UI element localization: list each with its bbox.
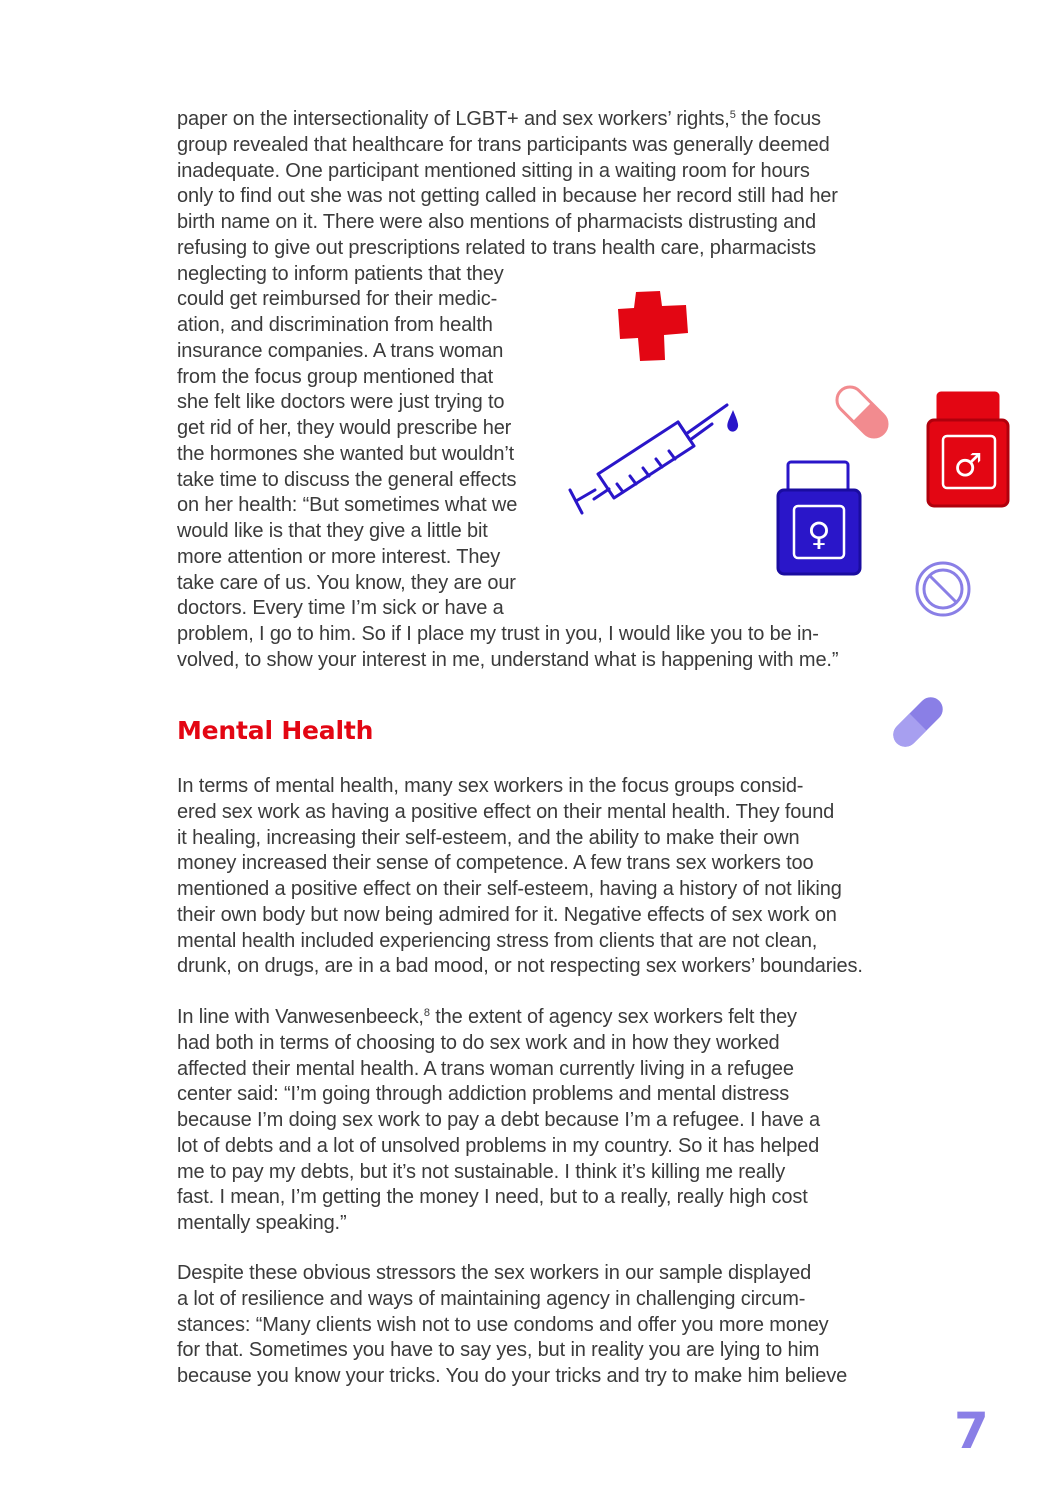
- text-line: doctors. Every time I’m sick or have a: [177, 597, 504, 620]
- text-line: paper on the intersectionality of LGBT+ and sex workers’ rights,$^5$ the focus: [177, 108, 821, 130]
- text-line: fast. I mean, I’m getting the money I need, but to a really, really high cost: [177, 1186, 808, 1209]
- text-line: a lot of resilience and ways of maintaining agency in challenging circum-: [177, 1287, 806, 1310]
- text-line: money increased their sense of competence. A few trans sex workers too: [177, 852, 814, 875]
- capsule-icon: [888, 692, 947, 751]
- text-line: on her health: “But sometimes what we: [177, 494, 518, 517]
- text-line: insurance companies. A trans woman: [177, 339, 504, 362]
- male-symbol: ♂: [953, 446, 983, 484]
- text-line: neglecting to inform patients that they: [177, 262, 504, 285]
- text-line: could get reimbursed for their medic-: [177, 288, 498, 311]
- text-line: mentioned a positive effect on their self-esteem, having a history of not liking: [177, 878, 842, 900]
- medical-cross-icon: [618, 291, 688, 361]
- text-line: mental health included experiencing stress from clients that are not clean,: [177, 929, 818, 952]
- text-line: ation, and discrimination from health: [177, 314, 493, 336]
- footnote-ref: 8: [423, 1007, 430, 1019]
- section-heading: Mental Health: [177, 716, 374, 745]
- drop-icon: [727, 410, 738, 432]
- female-symbol: ♀: [807, 515, 831, 553]
- text-line: it healing, increasing their self-esteem, and the ability to make their own: [177, 826, 800, 849]
- capsule-icon: [832, 382, 893, 443]
- female-hormone-bottle-icon: [778, 462, 860, 574]
- text-line: drunk, on drugs, are in a bad mood, or not respecting sex workers’ boundaries.: [177, 955, 863, 978]
- text-line: ered sex work as having a positive effect on their mental health. They found: [177, 800, 835, 823]
- text-line: take care of us. You know, they are our: [177, 571, 516, 594]
- text-line: from the focus group mentioned that: [177, 365, 494, 388]
- text-line: more attention or more interest. They: [177, 545, 501, 568]
- text-line: center said: “I’m going through addiction problems and mental distress: [177, 1083, 790, 1106]
- text-line: problem, I go to him. So if I place my trust in you, I would like you to be in-: [177, 623, 819, 645]
- text-line: Despite these obvious stressors the sex workers in our sample displayed: [177, 1262, 812, 1284]
- syringe-icon: [570, 405, 727, 513]
- text-line: mentally speaking.”: [177, 1212, 347, 1234]
- text-line: In line with Vanwesenbeeck,$^8$ the extent of agency sex workers felt they: [177, 1006, 797, 1028]
- text-line: affected their mental health. A trans woman currently living in a refugee: [177, 1057, 794, 1080]
- text-line: she felt like doctors were just trying to: [177, 391, 505, 414]
- page-number: 7: [954, 1402, 989, 1460]
- text-line: take time to discuss the general effects: [177, 468, 517, 491]
- text-line: for that. Sometimes you have to say yes, but in reality you are lying to him: [177, 1339, 820, 1362]
- text-line: because I’m doing sex work to pay a debt because I’m a refugee. I have a: [177, 1109, 820, 1131]
- text-line: volved, to show your interest in me, understand what is happening with me.”: [177, 648, 839, 671]
- text-line: me to pay my debts, but it’s not sustainable. I think it’s killing me really: [177, 1160, 786, 1183]
- text-line: because you know your tricks. You do your tricks and try to make him believe: [177, 1365, 848, 1387]
- text-line: stances: “Many clients wish not to use condoms and offer you more money: [177, 1313, 829, 1336]
- text-line: their own body but now being admired for it. Negative effects of sex work on: [177, 903, 837, 926]
- text-line: group revealed that healthcare for trans participants was generally deemed: [177, 133, 830, 156]
- text-line: had both in terms of choosing to do sex work and in how they worked: [177, 1031, 780, 1054]
- text-line: refusing to give out prescriptions related to trans health care, pharmacists: [177, 236, 816, 259]
- tablet-icon: [917, 563, 969, 615]
- text-line: inadequate. One participant mentioned sitting in a waiting room for hours: [177, 159, 810, 182]
- text-line: get rid of her, they would prescribe her: [177, 417, 512, 439]
- text-line: would like is that they give a little bit: [177, 520, 488, 542]
- text-line: the hormones she wanted but wouldn’t: [177, 442, 515, 465]
- text-line: only to find out she was not getting called in because her record still had her: [177, 185, 838, 208]
- text-line: lot of debts and a lot of unsolved problems in my country. So it has helped: [177, 1134, 820, 1157]
- text-line: birth name on it. There were also mentions of pharmacists distrusting and: [177, 211, 817, 233]
- male-hormone-bottle-icon: [928, 393, 1008, 506]
- text-line: In terms of mental health, many sex workers in the focus groups consid-: [177, 775, 804, 797]
- footnote-ref: 5: [729, 109, 736, 121]
